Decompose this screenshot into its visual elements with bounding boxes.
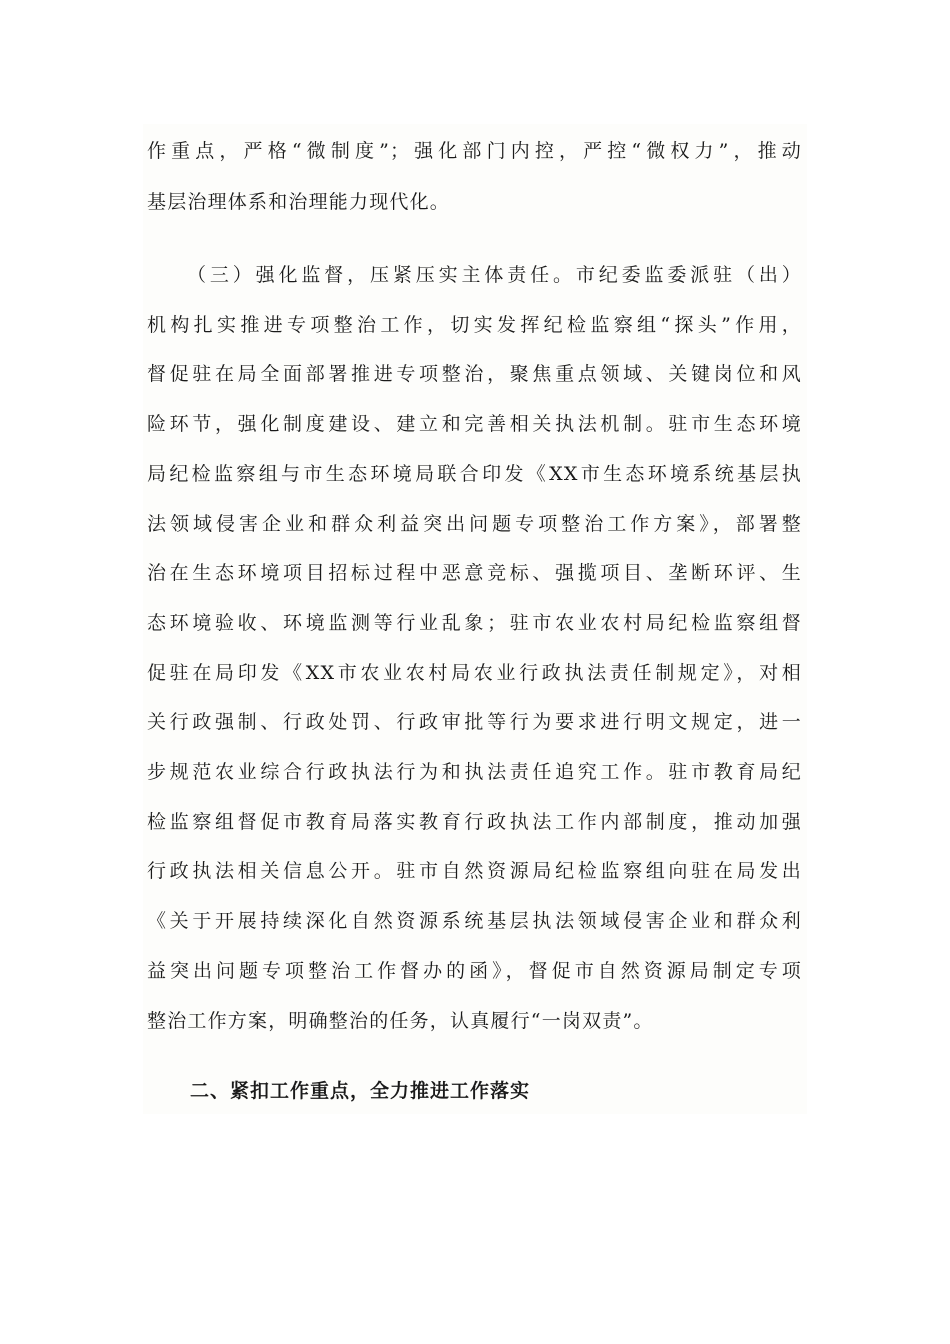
paragraph-2-line-7: 治在生态环境项目招标过程中恶意竞标、强揽项目、垄断环评、生 xyxy=(147,562,802,584)
paragraph-2-line-11: 步规范农业综合行政执法行为和执法责任追究工作。驻市教育局纪 xyxy=(147,761,802,783)
paragraph-2-line-14: 《关于开展持续深化自然资源系统基层执法领域侵害企业和群众利 xyxy=(147,910,802,932)
paragraph-2-line-16: 整治工作方案，明确整治的任务，认真履行“一岗双责”。 xyxy=(147,1010,654,1032)
paragraph-2-line-10: 关行政强制、行政处罚、行政审批等行为要求进行明文规定，进一 xyxy=(147,711,802,733)
paragraph-2-line-15: 益突出问题专项整治工作督办的函》，督促市自然资源局制定专项 xyxy=(147,960,802,982)
paragraph-2-line-6: 法领域侵害企业和群众利益突出问题专项整治工作方案》，部署整 xyxy=(147,513,802,535)
paragraph-1-line-2: 基层治理体系和治理能力现代化。 xyxy=(147,191,451,213)
paragraph-2-line-2: 机构扎实推进专项整治工作，切实发挥纪检监察组“探头”作用， xyxy=(147,314,802,336)
paragraph-2-line-3: 督促驻在局全面部署推进专项整治，聚焦重点领域、关键岗位和风 xyxy=(147,363,802,385)
paragraph-2-line-4: 险环节，强化制度建设、建立和完善相关执法机制。驻市生态环境 xyxy=(147,413,802,435)
paragraph-2-line-5: 局纪检监察组与市生态环境局联合印发《XX市生态环境系统基层执 xyxy=(147,463,802,485)
section-heading: 二、紧扣工作重点，全力推进工作落实 xyxy=(190,1080,531,1102)
paragraph-2-line-8: 态环境验收、环境监测等行业乱象；驻市农业农村局纪检监察组督 xyxy=(147,612,802,634)
paragraph-2-line-1: （三）强化监督，压紧压实主体责任。市纪委监委派驻（出） xyxy=(187,264,802,286)
paragraph-2-line-13: 行政执法相关信息公开。驻市自然资源局纪检监察组向驻在局发出 xyxy=(147,860,802,882)
paragraph-2-line-9: 促驻在局印发《XX市农业农村局农业行政执法责任制规定》，对相 xyxy=(147,662,802,684)
paragraph-1-line-1: 作重点，严格“微制度”；强化部门内控，严控“微权力”，推动 xyxy=(147,140,802,162)
paragraph-2-line-12: 检监察组督促市教育局落实教育行政执法工作内部制度，推动加强 xyxy=(147,811,802,833)
